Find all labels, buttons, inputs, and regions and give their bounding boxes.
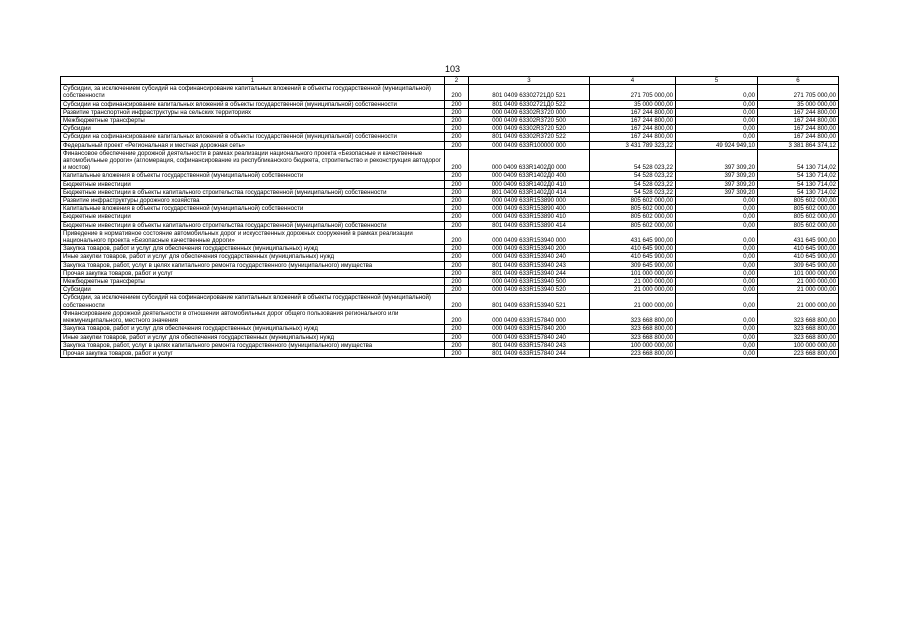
row-amount-change: 49 924 949,10: [676, 141, 758, 149]
row-name: Субсидии на софинансирование капитальных вложений в объекты государственной (муниципальной) собственности: [61, 100, 445, 108]
row-amount-total: 805 602 000,00: [758, 213, 839, 221]
row-budget-code: 801 0409 63302721Д0 521: [469, 85, 590, 100]
header-col-5: 5: [676, 77, 758, 85]
row-admin-code: 200: [445, 197, 469, 205]
row-amount-approved: 35 000 000,00: [590, 100, 676, 108]
row-name: Субсидии: [61, 125, 445, 133]
row-amount-approved: 410 645 900,00: [590, 253, 676, 261]
row-name: Бюджетные инвестиции в объекты капитального строительства государственной (муниципальной) собственности: [61, 221, 445, 229]
row-amount-total: 101 000 000,00: [758, 269, 839, 277]
row-admin-code: 200: [445, 261, 469, 269]
row-budget-code: 000 0409 633R153940 240: [469, 253, 590, 261]
row-budget-code: 801 0409 633R153940 244: [469, 269, 590, 277]
row-budget-code: 000 0409 633R153890 410: [469, 213, 590, 221]
table-row: [61, 180, 839, 188]
row-amount-approved: 323 668 800,00: [590, 309, 676, 324]
row-amount-approved: 410 645 900,00: [590, 245, 676, 253]
row-amount-total: 431 645 900,00: [758, 229, 839, 244]
row-budget-code: 801 0409 633R157840 243: [469, 341, 590, 349]
row-admin-code: 200: [445, 117, 469, 125]
row-amount-total: 410 645 900,00: [758, 253, 839, 261]
row-name: Субсидии на софинансирование капитальных вложений в объекты государственной (муниципальной) собственности: [61, 133, 445, 141]
row-amount-approved: 21 000 000,00: [590, 286, 676, 294]
table-row: [61, 333, 839, 341]
table-row: [61, 85, 839, 100]
table-row: [61, 133, 839, 141]
row-amount-total: 54 130 714,02: [758, 180, 839, 188]
row-amount-approved: 21 000 000,00: [590, 294, 676, 309]
row-budget-code: 000 0409 633R153890 400: [469, 205, 590, 213]
row-amount-total: 309 645 900,00: [758, 261, 839, 269]
row-admin-code: 200: [445, 205, 469, 213]
row-amount-change: 0,00: [676, 341, 758, 349]
row-amount-change: 0,00: [676, 213, 758, 221]
row-amount-change: 397 309,20: [676, 188, 758, 196]
row-amount-change: 0,00: [676, 269, 758, 277]
row-amount-approved: 805 602 000,00: [590, 205, 676, 213]
table-row: [61, 278, 839, 286]
row-amount-change: 0,00: [676, 85, 758, 100]
row-name: Межбюджетные трансферты: [61, 117, 445, 125]
table-header-row: [61, 77, 839, 85]
row-amount-change: 397 309,20: [676, 180, 758, 188]
table-row: [61, 269, 839, 277]
row-budget-code: 000 0409 63302R3720 500: [469, 117, 590, 125]
row-amount-change: 0,00: [676, 286, 758, 294]
row-amount-total: 271 705 000,00: [758, 85, 839, 100]
row-name: Прочая закупка товаров, работ и услуг: [61, 349, 445, 357]
row-name: Закупка товаров, работ и услуг для обеспечения государственных (муниципальных) нужд: [61, 245, 445, 253]
row-budget-code: 000 0409 633R100000 000: [469, 141, 590, 149]
row-admin-code: 200: [445, 245, 469, 253]
row-admin-code: 200: [445, 125, 469, 133]
row-amount-total: 805 602 000,00: [758, 221, 839, 229]
page-number: 103: [444, 64, 461, 74]
table-row: [61, 100, 839, 108]
row-amount-approved: 54 528 023,22: [590, 149, 676, 172]
row-amount-approved: 223 668 800,00: [590, 349, 676, 357]
row-amount-change: 0,00: [676, 245, 758, 253]
row-admin-code: 200: [445, 108, 469, 116]
row-amount-approved: 54 528 023,22: [590, 188, 676, 196]
row-budget-code: 000 0409 633R157840 240: [469, 333, 590, 341]
row-budget-code: 801 0409 633R153940 521: [469, 294, 590, 309]
table-row: [61, 172, 839, 180]
row-amount-approved: 323 668 800,00: [590, 333, 676, 341]
row-budget-code: 000 0409 633R153940 000: [469, 229, 590, 244]
row-amount-approved: 167 244 800,00: [590, 125, 676, 133]
row-amount-approved: 101 000 000,00: [590, 269, 676, 277]
row-admin-code: 200: [445, 269, 469, 277]
row-amount-total: 167 244 800,00: [758, 117, 839, 125]
table-row: [61, 261, 839, 269]
row-admin-code: 200: [445, 349, 469, 357]
row-admin-code: 200: [445, 149, 469, 172]
row-name: Закупка товаров, работ, услуг в целях капитального ремонта государственного (муниципального) имущества: [61, 341, 445, 349]
row-amount-change: 0,00: [676, 278, 758, 286]
row-budget-code: 801 0409 633R153940 243: [469, 261, 590, 269]
row-amount-approved: 805 602 000,00: [590, 197, 676, 205]
row-name: Федеральный проект «Региональная и местная дорожная сеть»: [61, 141, 445, 149]
row-amount-total: 35 000 000,00: [758, 100, 839, 108]
row-amount-change: 397 309,20: [676, 172, 758, 180]
table-row: [61, 205, 839, 213]
row-amount-change: 0,00: [676, 100, 758, 108]
row-amount-total: 167 244 800,00: [758, 125, 839, 133]
row-budget-code: 000 0409 633R157840 000: [469, 309, 590, 324]
row-budget-code: 801 0409 633R153890 414: [469, 221, 590, 229]
row-admin-code: 200: [445, 286, 469, 294]
row-amount-change: 0,00: [676, 221, 758, 229]
table-row: [61, 294, 839, 309]
row-name: Капитальные вложения в объекты государственной (муниципальной) собственности: [61, 205, 445, 213]
row-amount-change: 0,00: [676, 229, 758, 244]
row-name: Финансовое обеспечение дорожной деятельности в рамках реализации национального проекта «Безопасные и качественные автомобильные дороги» (агломерация, софинансирование из республиканского бюджета, строительство и реконструкция автодорог и мостов): [61, 149, 445, 172]
row-budget-code: 000 0409 633R1402Д0 400: [469, 172, 590, 180]
table-row: [61, 349, 839, 357]
row-amount-total: 223 668 800,00: [758, 349, 839, 357]
row-name: Прочая закупка товаров, работ и услуг: [61, 269, 445, 277]
row-budget-code: 801 0409 63302R3720 522: [469, 133, 590, 141]
row-name: Приведение в нормативное состояние автомобильных дорог и искусственных дорожных сооружений в рамках реализации национального проекта «Безопасные качественные дороги»: [61, 229, 445, 244]
row-amount-approved: 21 000 000,00: [590, 278, 676, 286]
row-amount-total: 805 602 000,00: [758, 205, 839, 213]
row-amount-total: 54 130 714,02: [758, 172, 839, 180]
row-name: Финансирование дорожной деятельности в отношении автомобильных дорог общего пользования регионального или межмуниципального, местного значения: [61, 309, 445, 324]
row-amount-approved: 167 244 800,00: [590, 133, 676, 141]
row-amount-change: 0,00: [676, 133, 758, 141]
header-col-2: 2: [445, 77, 469, 85]
row-amount-change: 0,00: [676, 117, 758, 125]
row-amount-change: 0,00: [676, 197, 758, 205]
row-name: Бюджетные инвестиции: [61, 180, 445, 188]
row-amount-change: 0,00: [676, 261, 758, 269]
table-row: [61, 197, 839, 205]
row-amount-change: 0,00: [676, 309, 758, 324]
budget-table: [60, 76, 839, 358]
table-row: [61, 117, 839, 125]
row-admin-code: 200: [445, 253, 469, 261]
row-name: Субсидии: [61, 286, 445, 294]
row-name: Капитальные вложения в объекты государственной (муниципальной) собственности: [61, 172, 445, 180]
table-row: [61, 286, 839, 294]
row-name: Закупка товаров, работ и услуг для обеспечения государственных (муниципальных) нужд: [61, 325, 445, 333]
row-name: Закупка товаров, работ, услуг в целях капитального ремонта государственного (муниципального) имущества: [61, 261, 445, 269]
row-amount-total: 54 130 714,02: [758, 149, 839, 172]
row-budget-code: 000 0409 633R153940 520: [469, 286, 590, 294]
table-row: [61, 125, 839, 133]
row-admin-code: 200: [445, 172, 469, 180]
header-col-1: 1: [61, 77, 445, 85]
table-row: [61, 341, 839, 349]
row-admin-code: 200: [445, 85, 469, 100]
row-budget-code: 000 0409 633R1402Д0 000: [469, 149, 590, 172]
row-admin-code: 200: [445, 213, 469, 221]
row-budget-code: 000 0409 63302R3720 000: [469, 108, 590, 116]
row-admin-code: 200: [445, 100, 469, 108]
row-budget-code: 000 0409 633R153890 000: [469, 197, 590, 205]
row-budget-code: 801 0409 633R157840 244: [469, 349, 590, 357]
table-row: [61, 108, 839, 116]
row-budget-code: 801 0409 63302721Д0 522: [469, 100, 590, 108]
row-admin-code: 200: [445, 341, 469, 349]
row-amount-approved: 323 668 800,00: [590, 325, 676, 333]
table-row: [61, 188, 839, 196]
row-amount-change: 0,00: [676, 125, 758, 133]
row-amount-approved: 431 645 900,00: [590, 229, 676, 244]
row-amount-change: 0,00: [676, 325, 758, 333]
row-name: Развитие инфраструктуры дорожного хозяйства: [61, 197, 445, 205]
row-amount-approved: 805 602 000,00: [590, 213, 676, 221]
row-amount-total: 21 000 000,00: [758, 294, 839, 309]
row-amount-change: 0,00: [676, 108, 758, 116]
row-budget-code: 000 0409 633R1402Д0 410: [469, 180, 590, 188]
table-row: [61, 141, 839, 149]
row-amount-approved: 309 645 900,00: [590, 261, 676, 269]
row-admin-code: 200: [445, 180, 469, 188]
table-row: [61, 221, 839, 229]
row-amount-change: 0,00: [676, 349, 758, 357]
header-col-3: 3: [469, 77, 590, 85]
row-amount-total: 167 244 800,00: [758, 108, 839, 116]
table-row: [61, 229, 839, 244]
table-row: [61, 309, 839, 324]
row-name: Развитие транспортной инфраструктуры на сельских территориях: [61, 108, 445, 116]
row-admin-code: 200: [445, 333, 469, 341]
row-amount-approved: 167 244 800,00: [590, 117, 676, 125]
row-amount-total: 323 668 800,00: [758, 333, 839, 341]
row-amount-total: 167 244 800,00: [758, 133, 839, 141]
row-amount-change: 397 309,20: [676, 149, 758, 172]
row-amount-total: 21 000 000,00: [758, 278, 839, 286]
row-amount-total: 323 668 800,00: [758, 309, 839, 324]
table-row: [61, 149, 839, 172]
row-admin-code: 200: [445, 221, 469, 229]
row-budget-code: 000 0409 633R153940 200: [469, 245, 590, 253]
header-col-6: 6: [758, 77, 839, 85]
row-amount-total: 805 602 000,00: [758, 197, 839, 205]
row-amount-approved: 100 000 000,00: [590, 341, 676, 349]
row-budget-code: 000 0409 63302R3720 520: [469, 125, 590, 133]
row-amount-change: 0,00: [676, 333, 758, 341]
row-amount-change: 0,00: [676, 294, 758, 309]
row-admin-code: 200: [445, 325, 469, 333]
row-amount-total: 21 000 000,00: [758, 286, 839, 294]
row-admin-code: 200: [445, 294, 469, 309]
row-admin-code: 200: [445, 141, 469, 149]
row-name: Субсидии, за исключением субсидий на софинансирование капитальных вложений в объекты государственной (муниципальной) собственности: [61, 85, 445, 100]
row-name: Иные закупки товаров, работ и услуг для обеспечения государственных (муниципальных) нужд: [61, 333, 445, 341]
table-row: [61, 325, 839, 333]
row-amount-approved: 54 528 023,22: [590, 172, 676, 180]
row-name: Межбюджетные трансферты: [61, 278, 445, 286]
row-amount-total: 54 130 714,02: [758, 188, 839, 196]
table-row: [61, 213, 839, 221]
row-name: Бюджетные инвестиции: [61, 213, 445, 221]
row-admin-code: 200: [445, 278, 469, 286]
row-amount-approved: 805 602 000,00: [590, 221, 676, 229]
row-name: Субсидии, за исключением субсидий на софинансирование капитальных вложений в объекты государственной (муниципальной) собственности: [61, 294, 445, 309]
row-amount-change: 0,00: [676, 253, 758, 261]
row-name: Бюджетные инвестиции в объекты капитального строительства государственной (муниципальной) собственности: [61, 188, 445, 196]
table-row: [61, 253, 839, 261]
row-amount-total: 3 381 864 374,12: [758, 141, 839, 149]
row-admin-code: 200: [445, 309, 469, 324]
header-col-4: 4: [590, 77, 676, 85]
row-budget-code: 000 0409 633R153940 500: [469, 278, 590, 286]
row-budget-code: 801 0409 633R1402Д0 414: [469, 188, 590, 196]
row-amount-change: 0,00: [676, 205, 758, 213]
row-amount-approved: 3 431 789 323,22: [590, 141, 676, 149]
row-admin-code: 200: [445, 229, 469, 244]
row-admin-code: 200: [445, 133, 469, 141]
row-amount-approved: 271 705 000,00: [590, 85, 676, 100]
row-amount-total: 410 645 900,00: [758, 245, 839, 253]
row-admin-code: 200: [445, 188, 469, 196]
row-budget-code: 000 0409 633R157840 200: [469, 325, 590, 333]
row-amount-total: 100 000 000,00: [758, 341, 839, 349]
row-amount-approved: 167 244 800,00: [590, 108, 676, 116]
row-amount-approved: 54 528 023,22: [590, 180, 676, 188]
row-name: Иные закупки товаров, работ и услуг для обеспечения государственных (муниципальных) нужд: [61, 253, 445, 261]
row-amount-total: 323 668 800,00: [758, 325, 839, 333]
table-row: [61, 245, 839, 253]
